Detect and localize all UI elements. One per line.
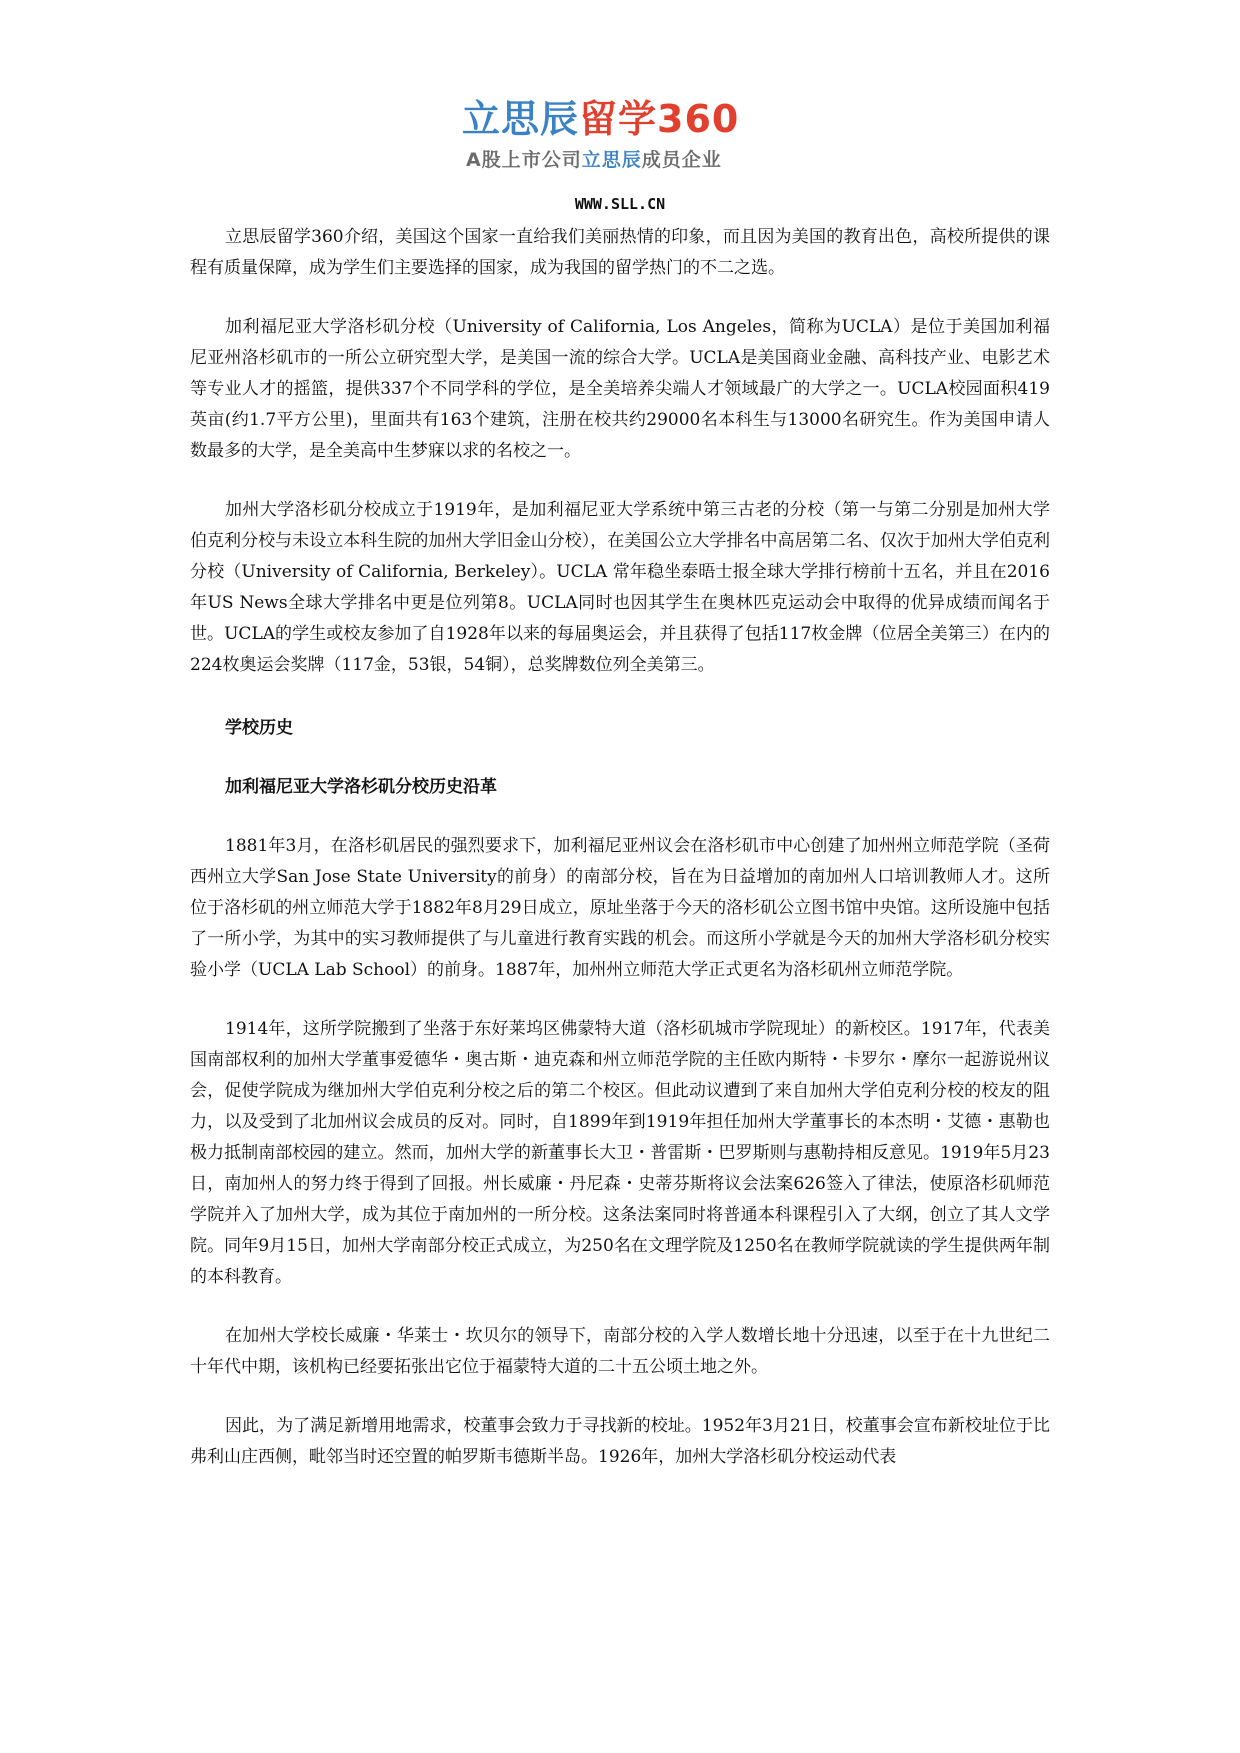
section-heading-history: 学校历史 (225, 718, 293, 738)
logo-wordmark: 立思辰留学360 (462, 97, 740, 141)
paragraph-campbell: 在加州大学校长威廉・华莱士・坎贝尔的领导下，南部分校的入学人数增长地十分迅速，以至于在十九世纪二十年代中期，该机构已经要拓张出它位于福蒙特大道的二十五公顷土地之外。 (190, 1326, 1050, 1377)
subsection-heading-evolution: 加利福尼亚大学洛杉矶分校历史沿革 (225, 777, 497, 797)
paragraph-1881: 1881年3月，在洛杉矶居民的强烈要求下，加利福尼亚州议会在洛杉矶市中心创建了加州州立师范学院（圣荷西州立大学San Jose State University的前身）的南部分校，旨在为日益增加的南加州人口培训教师人才。这所位于洛杉矶的州立师范大学于1882年8月29日成立，原址坐落于今天的洛杉矶公立图书馆中央馆。这所设施中包括了一所小学，为其中的实习教师提供了与儿童进行教育实践的机会。而这所小学就是今天的加州大学洛杉矶分校实验小学（UCLA Lab School）的前身。1887年，加州州立师范大学正式更名为洛杉矶州立师范学院。 (190, 836, 1050, 980)
intro-paragraph: 立思辰留学360介绍，美国这个国家一直给我们美丽热情的印象，而且因为美国的教育出色，高校所提供的课程有质量保障，成为学生们主要选择的国家，成为我国的留学热门的不二之选。 (190, 227, 1050, 278)
site-url: WWW.SLL.CN (574, 195, 666, 213)
paragraph-ucla-founding: 加州大学洛杉矶分校成立于1919年，是加利福尼亚大学系统中第三古老的分校（第一与第二分别是加州大学伯克利分校与未设立本科生院的加州大学旧金山分校），在美国公立大学排名中高居第二名、仅次于加州大学伯克利分校（University of California, Berkeley）。UCLA 常年稳坐泰晤士报全球大学排行榜前十五名，并且在2016年US News全球大学排名中更是位列第8。UCLA同时也因其学生在奥林匹克运动会中取得的优异成绩而闻名于世。UCLA的学生或校友参加了自1928年以来的每届奥运会，并且获得了包括117枚金牌（位居全美第三）在内的224枚奥运会奖牌（117金，53银，54铜），总奖牌数位列全美第三。 (190, 500, 1050, 675)
paragraph-1914: 1914年，这所学院搬到了坐落于东好莱坞区佛蒙特大道（洛杉矶城市学院现址）的新校区。1917年，代表美国南部权利的加州大学董事爱德华・奥古斯・迪克森和州立师范学院的主任欧内斯特・卡罗尔・摩尔一起游说州议会，促使学院成为继加州大学伯克利分校之后的第二个校区。但此动议遭到了来自加州大学伯克利分校的校友的阻力，以及受到了北加州议会成员的反对。同时，自1899年到1919年担任加州大学董事长的本杰明・艾德・惠勒也极力抵制南部校园的建立。然而，加州大学的新董事长大卫・普雷斯・巴罗斯则与惠勒持相反意见。1919年5月23日，南加州人的努力终于得到了回报。州长威廉・丹尼森・史蒂芬斯将议会法案626签入了律法，使原洛杉矶师范学院并入了加州大学，成为其位于南加州的一所分校。这条法案同时将普通本科课程引入了大纲，创立了其人文学院。同年9月15日，加州大学南部分校正式成立，为250名在文理学院及1250名在教师学院就读的学生提供两年制的本科教育。 (190, 1019, 1050, 1287)
logo-tagline: A股上市公司立思辰成员企业 (466, 149, 722, 171)
paragraph-ucla-overview: 加利福尼亚大学洛杉矶分校（University of California, Los Angeles，简称为UCLA）是位于美国加利福尼亚州洛杉矶市的一所公立研究型大学，是美国一流的综合大学。UCLA是美国商业金融、高科技产业、电影艺术等专业人才的摇篮，提供337个不同学科的学位，是全美培养尖端人才领域最广的大学之一。UCLA校园面积419英亩(约1.7平方公里)，里面共有163个建筑，注册在校共约29000名本科生与13000名研究生。作为美国申请人数最多的大学，是全美高中生梦寐以求的名校之一。 (190, 317, 1050, 461)
paragraph-new-campus: 因此，为了满足新增用地需求，校董事会致力于寻找新的校址。1952年3月21日，校董事会宣布新校址位于比弗利山庄西侧，毗邻当时还空置的帕罗斯韦德斯半岛。1926年，加州大学洛杉矶分校运动代表 (190, 1416, 1050, 1467)
article-body (190, 222, 1050, 1501)
company-logo (462, 96, 782, 180)
